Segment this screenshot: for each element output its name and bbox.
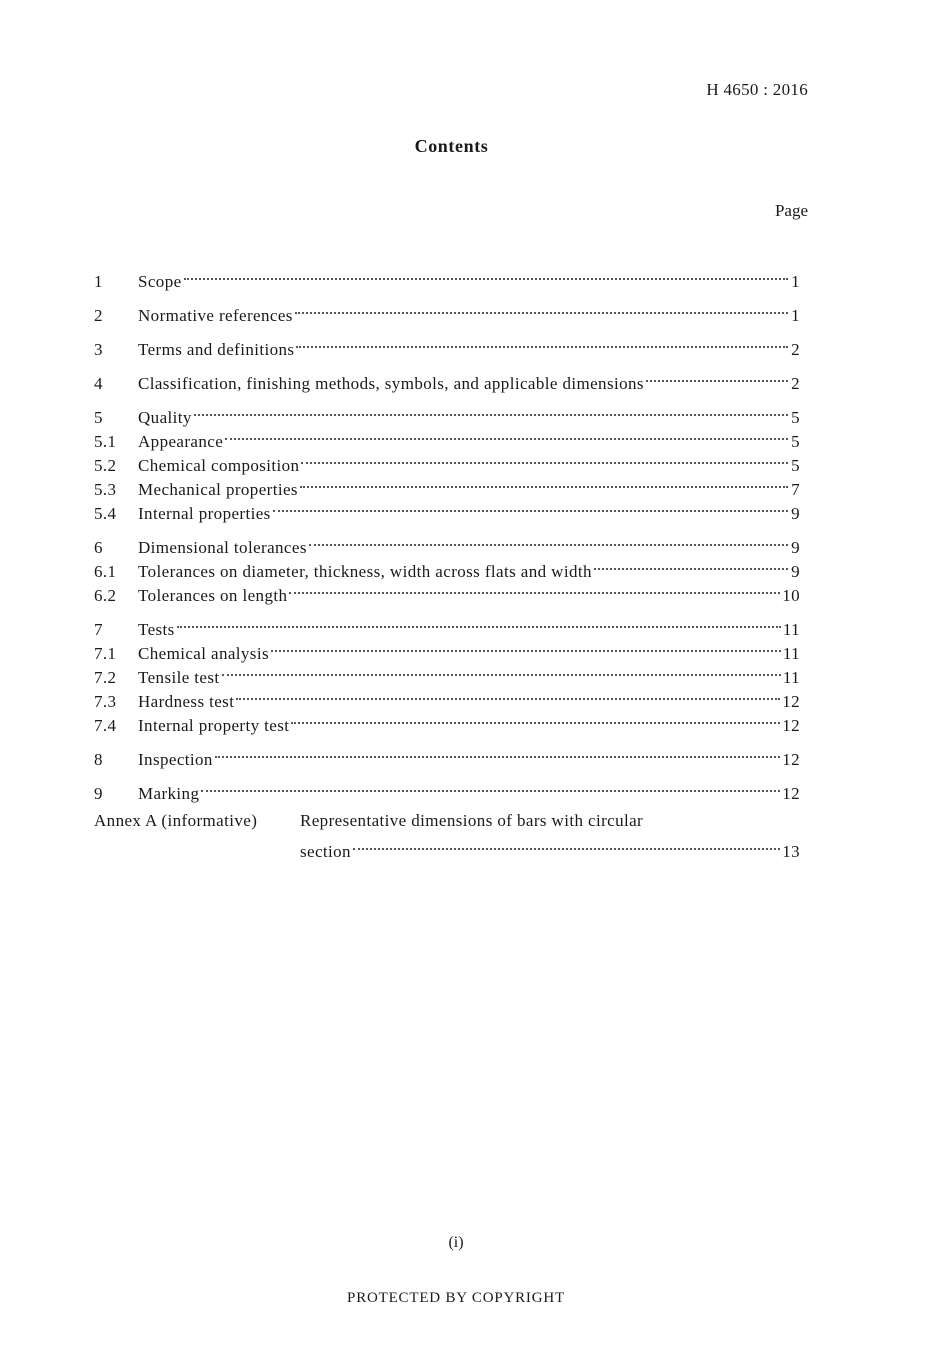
toc-entry-title: Chemical analysis [138, 644, 269, 663]
toc-entry-title: Normative references [138, 306, 293, 325]
toc-entry-number: 5.4 [94, 504, 117, 523]
toc-entry-page: 9 [791, 504, 800, 523]
annex-title-line2: section [300, 842, 351, 861]
dot-leader [291, 707, 780, 731]
dot-leader [353, 833, 780, 857]
toc-entry-title: Quality [138, 408, 192, 427]
toc-entry[interactable] [94, 741, 800, 769]
toc-entry-page: 12 [782, 750, 800, 769]
toc-entry-title: Hardness test [138, 692, 235, 711]
toc-entry-number: 6 [94, 538, 103, 557]
standard-number: H 4650 : 2016 [706, 80, 808, 99]
toc-entry-title: Tolerances on diameter, thickness, width across flats and width [138, 562, 592, 581]
toc-entry-title: Tensile test [138, 668, 220, 687]
toc-entry[interactable] [94, 611, 800, 639]
dot-leader [184, 263, 788, 287]
toc-entry-page: 1 [791, 306, 800, 325]
toc-entry-page: 1 [791, 272, 800, 291]
toc-entry-number: 5.2 [94, 456, 117, 475]
toc-entry[interactable] [94, 529, 800, 557]
toc-entry-title: Classification, finishing methods, symbols, and applicable dimensions [138, 374, 644, 393]
toc-entry-title: Tests [138, 620, 175, 639]
dot-leader [289, 577, 780, 601]
toc-entry-number: 7.4 [94, 716, 117, 735]
annex-title-line1: Representative dimensions of bars with circular [300, 811, 644, 830]
toc-entry-title: Terms and definitions [138, 340, 295, 359]
toc-entry-page: 11 [782, 668, 800, 687]
toc-entry-number: 2 [94, 306, 103, 325]
dot-leader [177, 611, 781, 635]
annex-page-number: 13 [782, 842, 800, 861]
toc-entry-title: Tolerances on length [138, 586, 288, 605]
toc-entry-title: Dimensional tolerances [138, 538, 307, 557]
toc-entry-number: 4 [94, 374, 103, 393]
toc-entry-number: 3 [94, 340, 103, 359]
dot-leader [194, 399, 788, 423]
table-of-contents [94, 263, 800, 861]
dot-leader [271, 635, 781, 659]
toc-entry-page: 12 [782, 784, 800, 803]
toc-entry-title: Internal property test [138, 716, 290, 735]
toc-entry-page: 5 [791, 432, 800, 451]
toc-entry[interactable] [94, 635, 800, 663]
toc-entry-page: 12 [782, 692, 800, 711]
dot-leader [295, 297, 788, 321]
dot-leader [646, 365, 788, 389]
toc-entry-number: 7.3 [94, 692, 117, 711]
toc-entry-number: 5.1 [94, 432, 117, 451]
toc-entry-page: 2 [791, 374, 800, 393]
toc-entry-number: 7 [94, 620, 103, 639]
dot-leader [236, 683, 780, 707]
toc-entry-page: 5 [791, 408, 800, 427]
dot-leader [309, 529, 788, 553]
dot-leader [222, 659, 781, 683]
dot-leader [215, 741, 780, 765]
dot-leader [296, 331, 788, 355]
page-title: Contents [414, 136, 489, 156]
dot-leader [301, 447, 788, 471]
toc-entry-title: Chemical composition [138, 456, 300, 475]
toc-entry-number: 1 [94, 272, 103, 291]
page-number: (i) [448, 1234, 464, 1251]
dot-leader [201, 775, 780, 799]
toc-entry-number: 8 [94, 750, 103, 769]
toc-entry[interactable] [94, 331, 800, 359]
dot-leader [300, 471, 788, 495]
toc-entry-page: 10 [782, 586, 800, 605]
toc-entry-page: 11 [782, 644, 800, 663]
toc-entry-number: 7.1 [94, 644, 117, 663]
toc-entry-title: Scope [138, 272, 182, 291]
toc-entry[interactable] [94, 775, 800, 803]
dot-leader [225, 423, 788, 447]
toc-entry[interactable] [94, 263, 800, 291]
toc-entry[interactable] [94, 423, 800, 451]
toc-entry-number: 7.2 [94, 668, 117, 687]
toc-entry[interactable] [94, 399, 800, 427]
toc-entry-title: Internal properties [138, 504, 271, 523]
toc-entry-number: 5.3 [94, 480, 117, 499]
page-column-label: Page [774, 201, 808, 220]
toc-entry-title: Mechanical properties [138, 480, 298, 499]
toc-entry-number: 6.1 [94, 562, 117, 581]
copyright-notice: PROTECTED BY COPYRIGHT [347, 1290, 565, 1306]
toc-entry-page: 9 [791, 538, 800, 557]
dot-leader [273, 495, 788, 519]
dot-leader [594, 553, 788, 577]
toc-entry-page: 12 [782, 716, 800, 735]
toc-entry-title: Inspection [138, 750, 213, 769]
toc-entry-number: 6.2 [94, 586, 117, 605]
toc-entry-title: Appearance [138, 432, 224, 451]
toc-entry[interactable] [94, 297, 800, 325]
toc-entry-page: 7 [791, 480, 800, 499]
toc-entry[interactable] [94, 365, 800, 393]
toc-entry-number: 5 [94, 408, 103, 427]
toc-annex-entry[interactable] [94, 809, 800, 861]
toc-entry-number: 9 [94, 784, 103, 803]
toc-entry-page: 2 [791, 340, 800, 359]
toc-entry-page: 11 [782, 620, 800, 639]
annex-label: Annex A (informative) [94, 811, 258, 830]
toc-entry-page: 5 [791, 456, 800, 475]
toc-entry-page: 9 [791, 562, 800, 581]
toc-entry-title: Marking [138, 784, 200, 803]
